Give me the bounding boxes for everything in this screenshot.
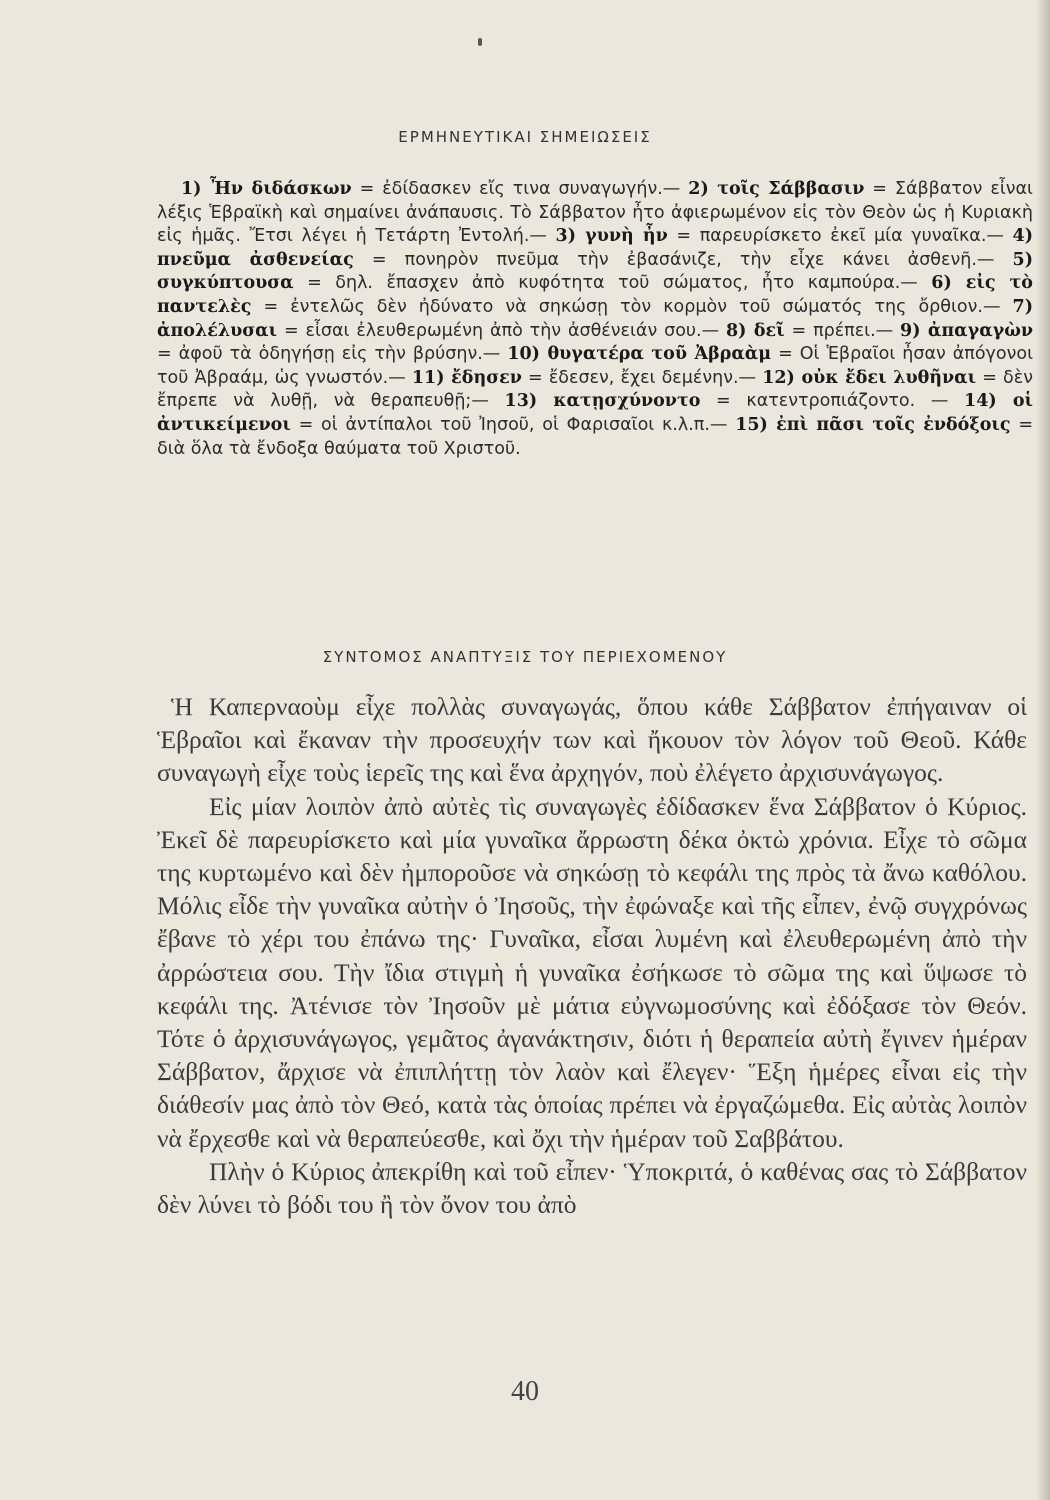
note-term: 13) κατῃσχύνοντο xyxy=(504,391,701,412)
note-term: 3) γυνὴ ἦν xyxy=(555,226,668,247)
note-gloss: = πονηρὸν πνεῦμα τὴν ἐβασάνιζε, τὴν εἶχε κάνει ἀσθενῆ.— xyxy=(353,249,1013,270)
note-gloss: = κατεντροπιάζοντο. — xyxy=(700,391,965,412)
note-term: 11) ἔδησεν xyxy=(411,367,522,388)
note-term: 15) ἐπὶ πᾶσι τοῖς ἐνδόξοις xyxy=(735,414,1011,435)
note-gloss: = δηλ. ἔπασχεν ἀπὸ κυφότητα τοῦ σώματος, ἦτο καμπούρα.— xyxy=(293,273,932,294)
summary-heading: ΣΥΝΤΟΜΟΣ ΑΝΑΠΤΥΞΙΣ ΤΟΥ ΠΕΡΙΕΧΟΜΕΝΟΥ xyxy=(322,648,728,666)
note-term: 5) συγκύπτουσα xyxy=(157,249,1033,294)
note-gloss: = δὲν ἔπρεπε νὰ λυθῇ, νὰ θεραπευθῇ;— xyxy=(157,367,1033,412)
note-gloss: = ἐντελῶς δὲν ἠδύνατο νὰ σηκώσῃ τὸν κορμὸν τοῦ σώματός της ὄρθιον.— xyxy=(251,296,1013,317)
note-term: 10) θυγατέρα τοῦ Ἀβραὰμ xyxy=(507,344,772,365)
note-gloss: = οἱ ἀντίπαλοι τοῦ Ἰησοῦ, οἱ Φαρισαῖοι κ.λ.π.— xyxy=(290,414,736,435)
note-gloss: = ἔδεσεν, ἔχει δεμένην.— xyxy=(521,367,763,388)
note-gloss: = Σάββατον εἶναι λέξις Ἑβραϊκὴ καὶ σημαίνει ἀνάπαυσις. Τὸ Σάββατον ἦτο ἀφιερωμένον εἰς τὸν Θεὸν ὡς ἡ Κυριακὴ εἰς ἡμᾶς. Ἔτσι λέγει ἡ Τετάρτη Ἐντολή.— xyxy=(157,179,1033,247)
ink-speck xyxy=(478,38,482,46)
page-number: 40 xyxy=(511,1376,539,1407)
note-term: 2) τοῖς Σάββασιν xyxy=(688,179,865,199)
note-term: 6) εἰς τὸ παντελὲς xyxy=(157,273,1033,317)
summary-paragraph: Εἰς μίαν λοιπὸν ἀπὸ αὐτὲς τὶς συναγωγὲς ἐδίδασκεν ἕνα Σάββατον ὁ Κύριος. Ἐκεῖ δὲ παρευρίσκετο καὶ μία γυναῖκα ἄρρωστη δέκα ὀκτὼ χρόνια. Εἶχε τὸ σῶμα της κυρτωμένο καὶ δὲν ἠμποροῦσε νὰ σηκώσῃ τὸ κεφάλι της πρὸς τὰ ἄνω καθόλου. Μόλις εἶδε τὴν γυναῖκα αὐτὴν ὁ Ἰησοῦς, τὴν ἐφώναξε καὶ τῆς εἶπεν, ἐνῷ συγχρόνως ἔβανε τὸ χέρι του ἐπάνω της· Γυναῖκα, εἶσαι λυμένη καὶ ἐλευθερωμένη ἀπὸ τὴν ἀρρώστεια σου. Τὴν ἴδια στιγμὴ ἡ γυναῖκα ἐσήκωσε τὸ σῶμα της καὶ ὕψωσε τὸ κεφάλι της. Ἀτένισε τὸν Ἰησοῦν μὲ μάτια εὐγνωμοσύνης καὶ ἐδόξασε τὸν Θεόν. Τότε ὁ ἀρχισυνάγωγος, γεμᾶτος ἀγανάκτησιν, διότι ἡ θεραπεία αὐτὴ ἔγινεν ἡμέραν Σάββατον, ἄρχισε νὰ ἐπιπλήττῃ τὸν λαὸν καὶ ἔλεγεν· Ἕξη ἡμέρες εἶναι εἰς τὴν διάθεσίν μας ἀπὸ τὸν Θεό, κατὰ τὰς ὁποίας πρέπει νὰ ἐργαζώμεθα. Εἰς αὐτὰς λοιπὸν νὰ ἔρχεσθε καὶ νὰ θεραπεύεσθε, καὶ ὄχι τὴν ἡμέραν τοῦ Σαββάτου. xyxy=(157,791,1027,1153)
note-gloss: = Οἱ Ἑβραῖοι ἦσαν ἀπόγονοι τοῦ Ἀβραάμ, ὡς γνωστόν.— xyxy=(157,344,1034,388)
note-term: 7) ἀπολέλυσαι xyxy=(157,296,1033,341)
note-gloss: = διὰ ὅλα τὰ ἔνδοξα θαύματα τοῦ Χριστοῦ. xyxy=(157,414,1033,459)
note-term: 4) πνεῦμα ἀσθενείας xyxy=(157,226,1033,270)
note-term: 8) δεῖ xyxy=(725,320,785,341)
note-term: 1) Ἦν διδάσκων xyxy=(181,179,352,199)
summary-paragraph: Ἡ Καπερναοὺμ εἶχε πολλὰς συναγωγάς, ὅπου κάθε Σάββατον ἐπήγαιναν οἱ Ἑβραῖοι καὶ ἔκαναν τὴν προσευχήν των καὶ ἤκουον τὸν λόγον τοῦ Θεοῦ. Κάθε συναγωγὴ εἶχε τοὺς ἱερεῖς της καὶ ἕνα ἀρχηγόν, ποὺ ἐλέγετο ἀρχισυνάγωγος. xyxy=(157,692,1027,788)
note-gloss: = εἶσαι ἐλευθερωμένη ἀπὸ τὴν ἀσθένειάν σου.— xyxy=(277,320,726,341)
note-gloss: = παρευρίσκετο ἐκεῖ μία γυναῖκα.— xyxy=(667,226,1013,247)
note-gloss: = ἐδίδασκεν εἴς τινα συναγωγήν.— xyxy=(351,179,689,199)
note-gloss: = πρέπει.— xyxy=(784,320,901,341)
note-term: 9) ἀπαγαγὼν xyxy=(900,320,1034,341)
note-term: 14) οἱ ἀντικείμενοι xyxy=(157,391,1033,435)
note-gloss: = ἀφοῦ τὰ ὁδηγήσῃ εἰς τὴν βρύσην.— xyxy=(157,344,508,365)
explanatory-notes xyxy=(157,178,1033,461)
summary-paragraph: Πλὴν ὁ Κύριος ἀπεκρίθη καὶ τοῦ εἶπεν· Ὑποκριτά, ὁ καθένας σας τὸ Σάββατον δὲν λύνει τὸ βόδι του ἢ τὸν ὄνον του ἀπὸ xyxy=(157,1156,1027,1220)
page-edge-shadow xyxy=(1036,0,1050,1500)
notes-heading: ΕΡΜΗΝΕΥΤΙΚΑΙ ΣΗΜΕΙΩΣΕΙΣ xyxy=(398,128,652,146)
summary-body xyxy=(157,690,1027,1221)
note-term: 12) οὐκ ἔδει λυθῆναι xyxy=(762,367,977,388)
